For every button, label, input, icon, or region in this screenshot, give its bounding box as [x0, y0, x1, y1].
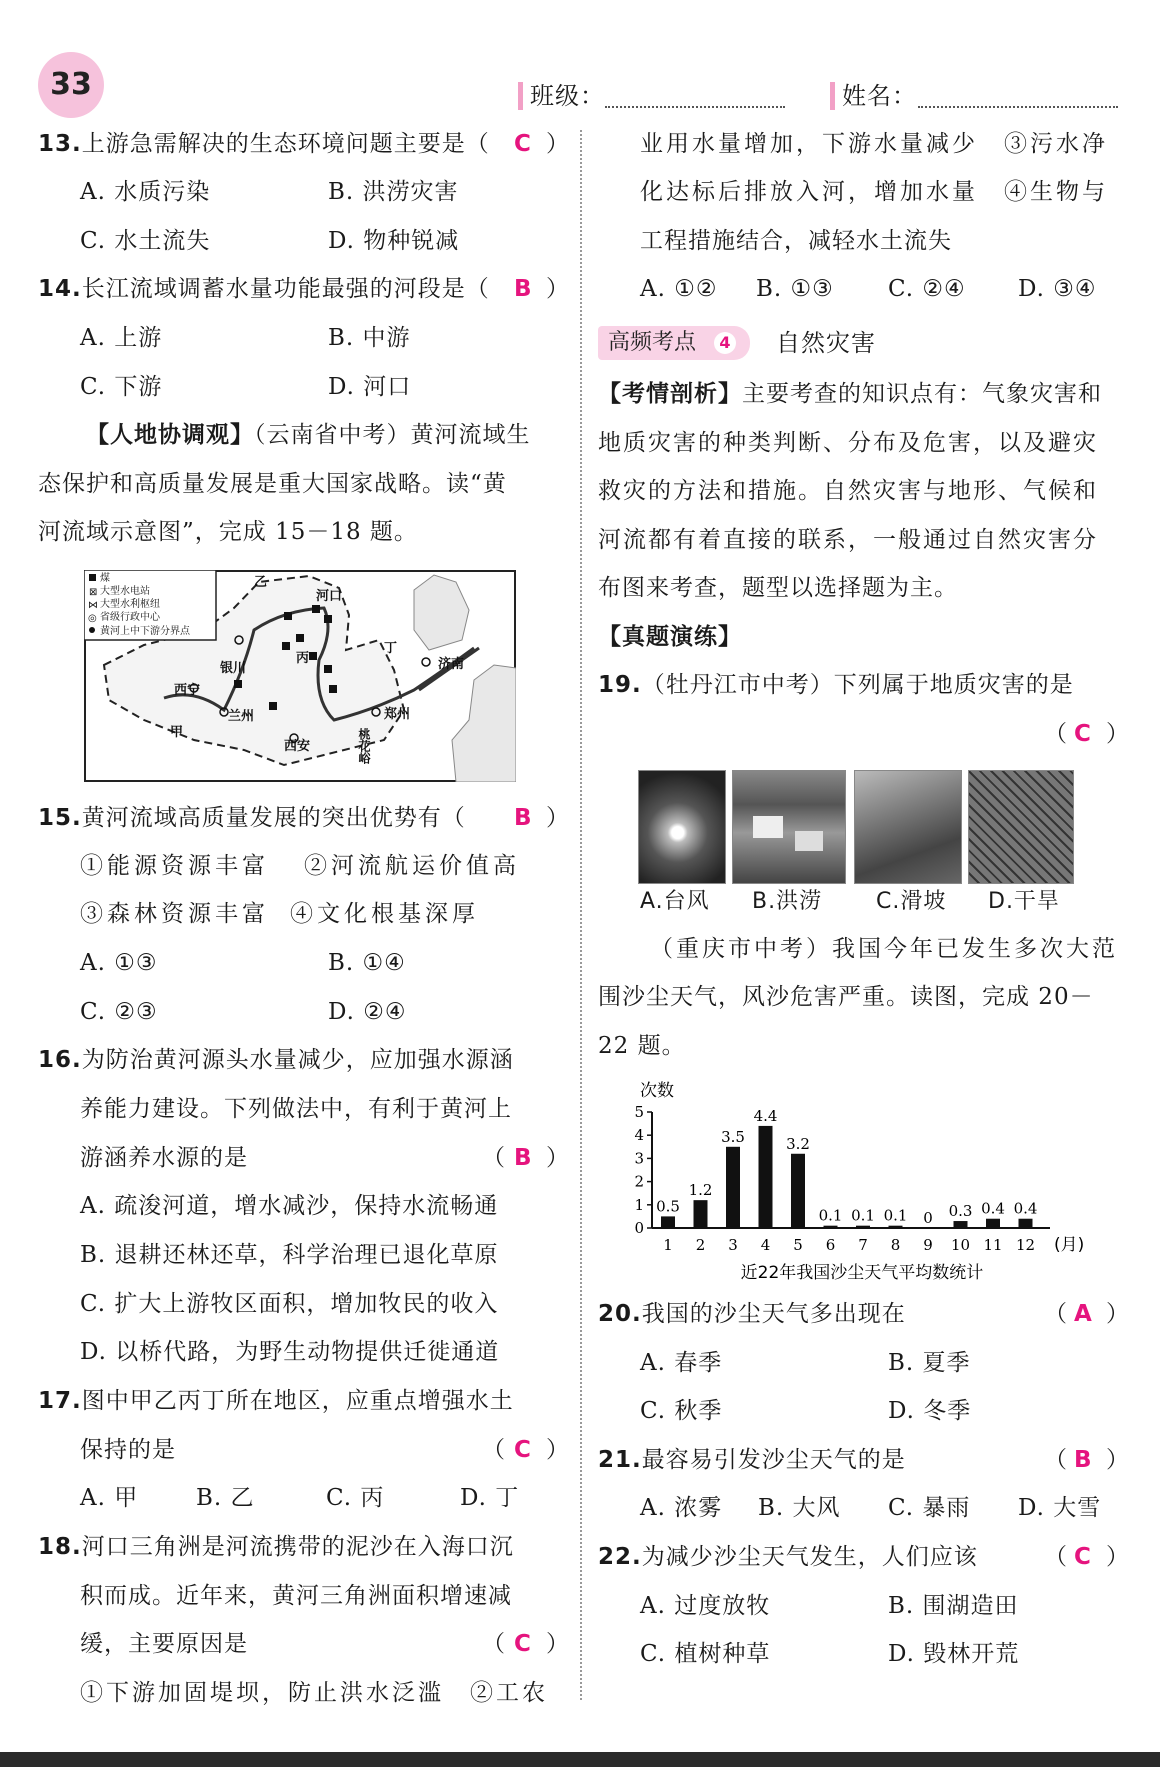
chart-value-label: 4.4: [753, 1106, 778, 1125]
q22-option-a[interactable]: A. 过度放牧: [640, 1593, 771, 1619]
q22-open: （: [1044, 1544, 1068, 1570]
chart-x-label: (月): [1054, 1235, 1085, 1255]
q18-answer[interactable]: C: [514, 1631, 532, 1657]
map-legend-boundary: 黄河上中下游分界点: [100, 626, 190, 637]
q18-open: （: [482, 1631, 506, 1657]
q22-close: ）: [1106, 1544, 1130, 1570]
flood-photo: [732, 770, 846, 884]
svg-text:甲: 甲: [170, 725, 184, 740]
chart-bar-7: [856, 1226, 870, 1228]
q20-option-a[interactable]: A. 春季: [640, 1350, 723, 1376]
chart-x-tick-label: 9: [923, 1236, 933, 1254]
q18-cont-line-2: 化达标后排放入河，增加水量 ④生物与: [640, 179, 1108, 205]
q20-open: （: [1044, 1301, 1068, 1327]
q22-stem-line: 22.为减少沙尘天气发生，人们应该: [598, 1544, 978, 1570]
q15-item-3: ③森林资源丰富: [80, 901, 269, 927]
q14-stem-line: 14.长江流域调蓄水量功能最强的河段是（: [38, 276, 490, 302]
q15-item-2: ②河流航运价值高: [304, 853, 520, 879]
typhoon-photo: [638, 770, 726, 884]
topic-number: 4: [714, 332, 736, 354]
q15-option-d[interactable]: D. ②④: [328, 999, 407, 1025]
chart-x-tick-label: 10: [950, 1236, 971, 1254]
intro2-line-1: （重庆市中考）我国今年已发生多次大范: [650, 936, 1118, 962]
q21-answer[interactable]: B: [1074, 1447, 1093, 1473]
q16-option-d[interactable]: D. 以桥代路，为野生动物提供迁徙通道: [80, 1339, 500, 1365]
chart-bar-6: [824, 1226, 838, 1228]
q18-line-4: ①下游加固堤坝，防止洪水泛滥 ②工农: [80, 1680, 548, 1706]
name-label: 姓名：: [842, 82, 917, 110]
chart-title: 近22年我国沙尘天气平均数统计: [740, 1263, 984, 1283]
name-field[interactable]: [918, 106, 1118, 108]
q14-option-c[interactable]: C. 下游: [80, 374, 163, 400]
yellow-river-map: [84, 570, 516, 782]
svg-text:乙: 乙: [254, 575, 268, 590]
chart-x-tick-label: 12: [1015, 1236, 1036, 1254]
chart-y-tick-label: 0: [634, 1219, 644, 1237]
chart-x-tick-label: 3: [728, 1236, 738, 1254]
q17-option-a[interactable]: A. 甲: [80, 1485, 139, 1511]
svg-text:郑州: 郑州: [384, 707, 411, 722]
class-marker: [518, 82, 523, 110]
analysis-line-3: 救灾的方法和措施。自然灾害与地形、气候和: [598, 478, 1098, 504]
analysis-line-2: 地质灾害的种类判断、分布及危害，以及避灾: [598, 430, 1098, 456]
q18-line-1: 18.河口三角洲是河流携带的泥沙在入海口沉: [38, 1534, 514, 1560]
svg-text:◎: ◎: [88, 613, 97, 624]
landslide-photo: [854, 770, 962, 884]
chart-value-label: 0: [923, 1209, 933, 1227]
q19-caption-a[interactable]: A.台风: [640, 889, 710, 914]
intro2-line-3: 22 题。: [598, 1033, 686, 1059]
q18-close: ）: [546, 1631, 570, 1657]
q14-option-d[interactable]: D. 河口: [328, 374, 412, 400]
svg-text:丙: 丙: [296, 651, 310, 666]
map-legend-hydro: 大型水电站: [100, 586, 150, 597]
intro-line-1: 【人地协调观】（云南省中考）黄河流域生: [86, 421, 531, 448]
q21-option-d[interactable]: D. 大雪: [1018, 1495, 1102, 1521]
q22-option-c[interactable]: C. 植树种草: [640, 1641, 771, 1667]
chart-x-tick-label: 11: [983, 1236, 1003, 1254]
q13-option-c[interactable]: C. 水土流失: [80, 228, 211, 254]
q17-option-d[interactable]: D. 丁: [460, 1485, 520, 1511]
chart-bar-11: [986, 1219, 1000, 1228]
q19-caption-d[interactable]: D.干旱: [988, 889, 1060, 914]
q15-answer[interactable]: B: [514, 805, 533, 831]
chart-value-label: 0.1: [818, 1206, 843, 1225]
column-divider: [580, 130, 582, 1700]
q19-stem-line: 19.（牡丹江市中考）下列属于地质灾害的是: [598, 672, 1074, 698]
intro2-line-2: 围沙尘天气，风沙危害严重。读图，完成 20－: [598, 984, 1094, 1010]
q17-option-c[interactable]: C. 丙: [326, 1485, 385, 1511]
q20-answer[interactable]: A: [1074, 1301, 1093, 1327]
chart-x-tick-label: 8: [890, 1236, 901, 1254]
class-field[interactable]: [605, 106, 785, 108]
q16-line-2: 养能力建设。下列做法中，有利于黄河上: [80, 1096, 512, 1122]
chart-bar-10: [954, 1221, 968, 1228]
chart-value-label: 3.2: [786, 1134, 810, 1153]
svg-text:西安: 西安: [284, 739, 311, 754]
q14-close: ）: [546, 276, 570, 302]
q21-stem-line: 21.最容易引发沙尘天气的是: [598, 1447, 906, 1473]
map-legend-dam: 大型水利枢纽: [100, 599, 160, 610]
q22-option-d[interactable]: D. 毁林开荒: [888, 1641, 1020, 1667]
chart-y-tick-label: 1: [634, 1195, 644, 1214]
bottom-edge: [0, 1752, 1160, 1767]
q15-stem-line: 15.黄河流域高质量发展的突出优势有（: [38, 805, 466, 831]
q13-close: ）: [546, 131, 570, 157]
analysis-line-5: 布图来考查，题型以选择题为主。: [598, 575, 958, 601]
chart-x-tick-label: 4: [760, 1236, 771, 1254]
map-legend-capital: 省级行政中心: [100, 612, 160, 623]
q15-option-b[interactable]: B. ①④: [328, 950, 406, 976]
q13-answer[interactable]: C: [514, 131, 532, 157]
q21-option-b[interactable]: B. 大风: [758, 1495, 841, 1521]
q13-option-b[interactable]: B. 洪涝灾害: [328, 179, 459, 205]
chart-x-tick-label: 2: [695, 1236, 706, 1254]
q18-option-c[interactable]: C. ②④: [888, 276, 966, 302]
chart-x-tick-label: 5: [793, 1236, 803, 1254]
q15-item-4: ④文化根基深厚: [290, 901, 479, 927]
chart-bar-5: [791, 1154, 805, 1228]
q17-close: ）: [546, 1437, 570, 1463]
chart-y-tick-label: 3: [634, 1149, 644, 1168]
svg-text:⊠: ⊠: [89, 587, 98, 598]
svg-text:西宁: 西宁: [174, 683, 201, 698]
q16-line-1: 16.为防治黄河源头水量减少，应加强水源涵: [38, 1047, 514, 1073]
chart-bar-12: [1019, 1219, 1033, 1228]
chart-bar-8: [889, 1226, 903, 1228]
q17-answer[interactable]: C: [514, 1437, 532, 1463]
svg-text:银川: 银川: [220, 661, 247, 676]
svg-text:兰州: 兰州: [228, 709, 255, 724]
intro-line-2: 态保护和高质量发展是重大国家战略。读“黄: [38, 471, 507, 497]
dust-storm-chart: [630, 1078, 1090, 1284]
class-label: 班级：: [530, 82, 605, 110]
chart-value-label: 1.2: [688, 1181, 713, 1200]
chart-value-label: 0.1: [883, 1206, 908, 1225]
q21-close: ）: [1106, 1447, 1130, 1473]
chart-bar-2: [694, 1200, 708, 1228]
chart-bar-1: [661, 1216, 675, 1228]
analysis-line-1: 【考情剖析】主要考查的知识点有：气象灾害和: [598, 380, 1102, 407]
analysis-line-4: 河流都有着直接的联系，一般通过自然灾害分: [598, 527, 1098, 553]
svg-text:⋈: ⋈: [88, 600, 98, 611]
q16-option-a[interactable]: A. 疏浚河道，增水减沙，保持水流畅通: [80, 1193, 499, 1219]
q18-cont-line-3: 工程措施结合，减轻水土流失: [640, 228, 952, 254]
topic-label: 高频考点: [608, 330, 697, 355]
q14-answer[interactable]: B: [514, 276, 533, 302]
svg-text:济南: 济南: [438, 657, 465, 672]
page-number: 33: [38, 52, 104, 118]
q17-line-1: 17.图中甲乙丙丁所在地区，应重点增强水土: [38, 1388, 514, 1414]
q18-option-d[interactable]: D. ③④: [1018, 276, 1097, 302]
q19-answer[interactable]: C: [1074, 721, 1092, 747]
q15-item-1: ①能源资源丰富: [80, 853, 269, 879]
q16-answer[interactable]: B: [514, 1145, 533, 1171]
chart-y-tick-label: 2: [634, 1172, 644, 1191]
chart-value-label: 3.5: [721, 1127, 745, 1146]
chart-x-tick-label: 6: [825, 1236, 836, 1254]
q22-answer[interactable]: C: [1074, 1544, 1092, 1570]
q17-option-b[interactable]: B. 乙: [196, 1485, 255, 1511]
topic-title: 自然灾害: [776, 329, 876, 357]
svg-text:丁: 丁: [384, 641, 398, 656]
q17-open: （: [482, 1437, 506, 1463]
q18-line-2: 积而成。近年来，黄河三角洲面积增速减: [80, 1583, 512, 1609]
q19-open: （: [1044, 721, 1068, 747]
q22-option-b[interactable]: B. 围湖造田: [888, 1593, 1019, 1619]
chart-value-label: 0.4: [981, 1199, 1005, 1218]
q14-option-b[interactable]: B. 中游: [328, 325, 411, 351]
q21-option-c[interactable]: C. 暴雨: [888, 1495, 971, 1521]
q15-close: ）: [546, 805, 570, 831]
chart-y-tick-label: 4: [634, 1126, 644, 1145]
q20-close: ）: [1106, 1301, 1130, 1327]
q18-option-b[interactable]: B. ①③: [756, 276, 834, 302]
q18-line-3: 缓，主要原因是: [80, 1631, 248, 1657]
q14-option-a[interactable]: A. 上游: [80, 325, 163, 351]
q15-option-a[interactable]: A. ①③: [80, 950, 158, 976]
q19-close: ）: [1106, 721, 1130, 747]
q13-stem-line: 13.上游急需解决的生态环境问题主要是（: [38, 131, 490, 157]
q16-option-b[interactable]: B. 退耕还林还草，科学治理已退化草原: [80, 1242, 499, 1268]
topic-badge: [598, 326, 750, 360]
chart-y-label: 次数: [640, 1081, 674, 1101]
map-legend-coal: 煤: [100, 573, 110, 584]
q16-close: ）: [546, 1145, 570, 1171]
q18-cont-line-1: 业用水量增加，下游水量减少 ③污水净: [640, 131, 1108, 157]
q20-stem-line: 20.我国的沙尘天气多出现在: [598, 1301, 906, 1327]
q17-line-2: 保持的是: [80, 1437, 176, 1463]
drought-photo: [968, 770, 1074, 884]
q19-caption-c[interactable]: C.滑坡: [876, 889, 947, 914]
q20-option-c[interactable]: C. 秋季: [640, 1398, 723, 1424]
q20-option-d[interactable]: D. 冬季: [888, 1398, 972, 1424]
q21-open: （: [1044, 1447, 1068, 1473]
chart-bar-4: [759, 1126, 773, 1228]
q16-option-c[interactable]: C. 扩大上游牧区面积，增加牧民的收入: [80, 1291, 499, 1317]
svg-text:河口: 河口: [316, 589, 343, 604]
chart-value-label: 0.5: [656, 1197, 680, 1216]
q21-option-a[interactable]: A. 浓雾: [640, 1495, 723, 1521]
q16-open: （: [482, 1145, 506, 1171]
q18-option-a[interactable]: A. ①②: [640, 276, 718, 302]
name-marker: [830, 82, 835, 110]
chart-bar-3: [726, 1147, 740, 1228]
practice-heading: 【真题演练】: [598, 623, 742, 650]
q13-option-d[interactable]: D. 物种锐减: [328, 228, 460, 254]
chart-x-tick-label: 1: [663, 1236, 673, 1254]
q16-line-3: 游涵养水源的是: [80, 1145, 248, 1171]
chart-value-label: 0.4: [1013, 1199, 1038, 1218]
chart-value-label: 0.3: [948, 1202, 973, 1221]
svg-text:桃花峪: 桃花峪: [357, 728, 371, 764]
chart-y-tick-label: 5: [634, 1103, 644, 1121]
q15-option-c[interactable]: C. ②③: [80, 999, 158, 1025]
chart-value-label: 0.1: [851, 1206, 875, 1225]
q13-option-a[interactable]: A. 水质污染: [80, 179, 211, 205]
q20-option-b[interactable]: B. 夏季: [888, 1350, 971, 1376]
intro-line-3: 河流域示意图”，完成 15－18 题。: [38, 519, 418, 545]
q19-caption-b[interactable]: B.洪涝: [752, 889, 823, 914]
chart-x-tick-label: 7: [858, 1236, 868, 1254]
